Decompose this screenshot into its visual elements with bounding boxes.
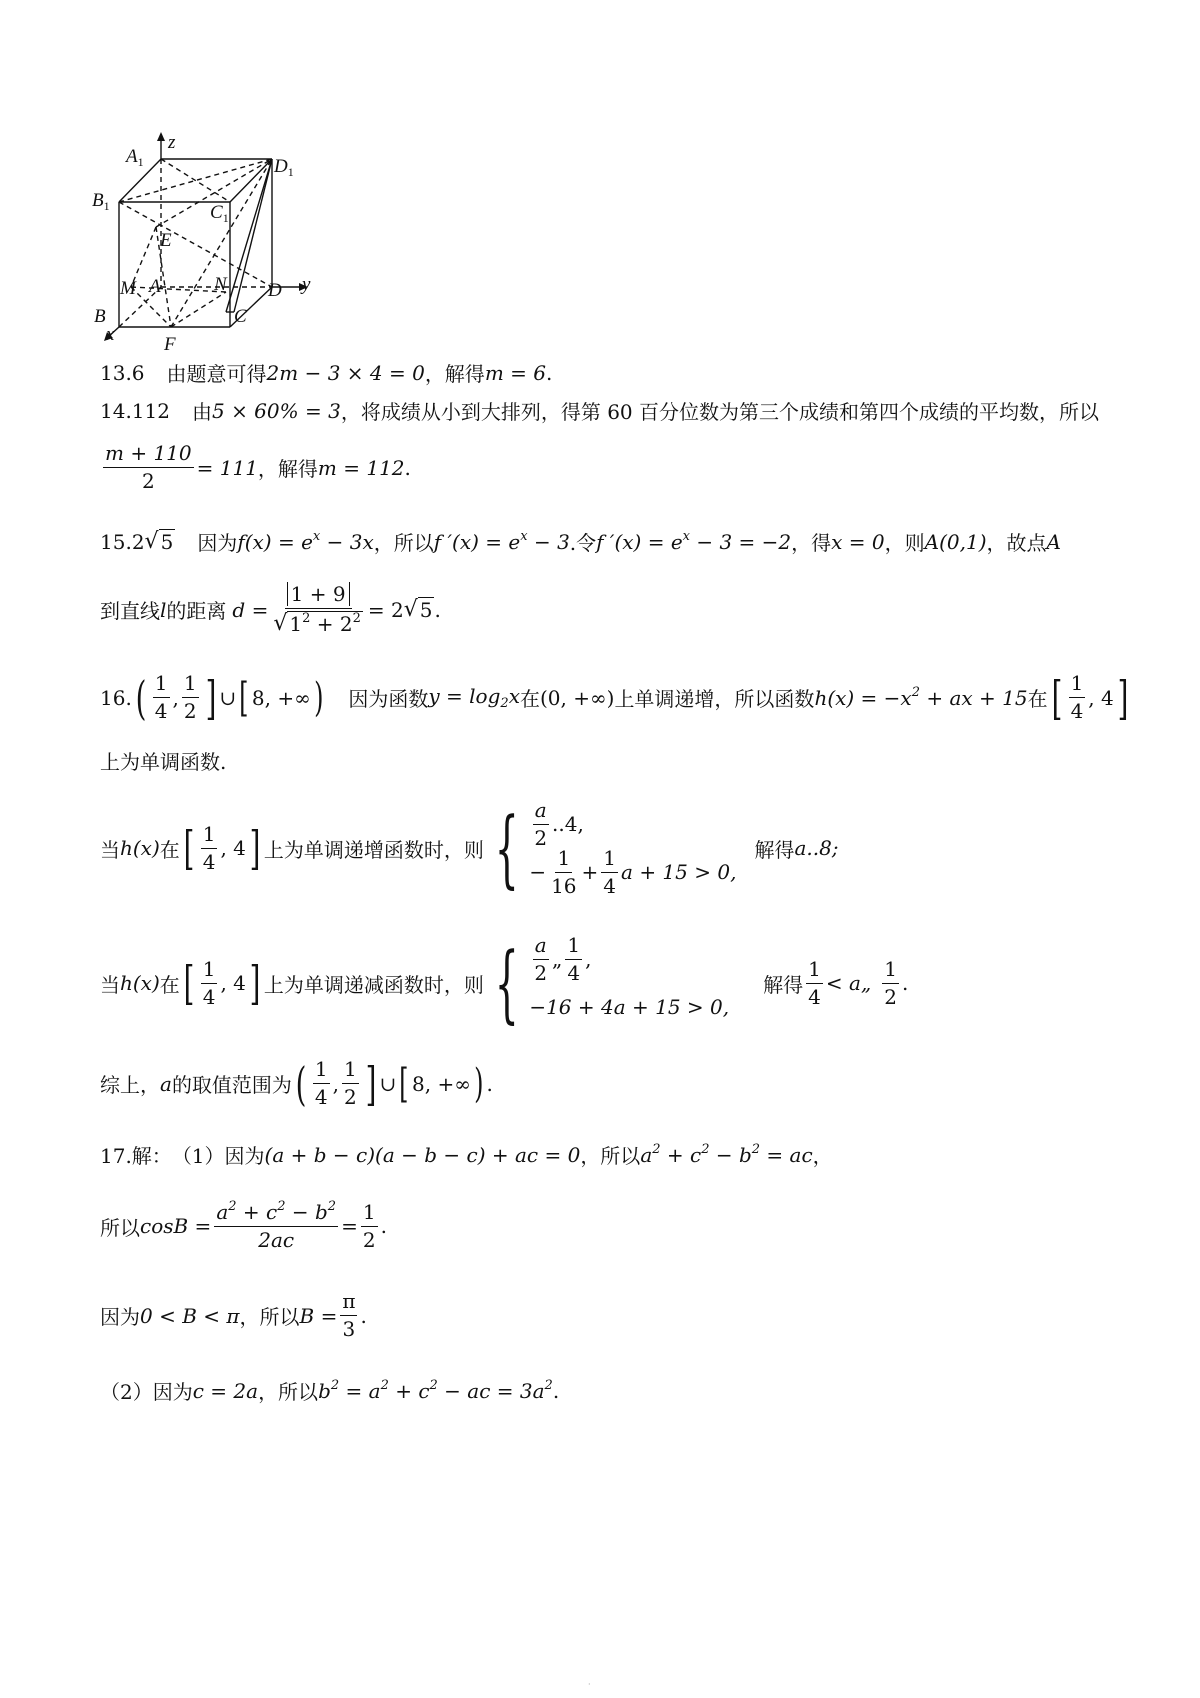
text: 因为 xyxy=(197,531,238,555)
fraction: $\frac{1}{4}$ xyxy=(202,956,216,1009)
fraction: $\frac{m + 110}{2}$ xyxy=(105,441,192,493)
label-C1: $C_1$ xyxy=(210,202,229,225)
text: . xyxy=(404,455,411,480)
text: ，所以 xyxy=(239,1305,300,1329)
fraction: $\frac{1}{2}$ xyxy=(343,1057,357,1109)
math: h(x) xyxy=(120,836,160,860)
edge xyxy=(234,159,272,312)
math: < a„ xyxy=(825,971,872,995)
math: = 111 xyxy=(196,455,258,480)
line-17a xyxy=(100,1140,833,1169)
text: 上为单调递减函数时，则 xyxy=(263,972,484,997)
text: （2）因为 xyxy=(100,1380,193,1404)
text: ，所以 xyxy=(373,531,434,555)
sqrt: √ 5 xyxy=(144,529,174,554)
line-16a: 16. ( $\frac{1}{4}$ , $\frac{1}{2}$ ] ∪ [ 8, +∞ ) 因为函数 $y = \log_2x$ 在 (0, +∞) 上单调递增，所以函数 $h(x) = -x^2$ + ax + 15 在 [ $\frac{1}{4}$ , 4 ] xyxy=(100,670,1129,725)
fraction: $\frac{1}{4}$ xyxy=(1070,671,1084,723)
math: c = 2a xyxy=(192,1378,259,1403)
text: . xyxy=(434,597,441,622)
text: 在 xyxy=(159,837,180,862)
sqrt: √ 5 xyxy=(403,597,433,623)
fraction: $\frac{1}{4}$ xyxy=(202,821,216,874)
label-E: E xyxy=(160,230,172,251)
math: 8, +∞ xyxy=(412,1071,471,1096)
dashed-edge xyxy=(171,292,226,327)
text: 在 xyxy=(1027,687,1048,711)
text: ，解得 xyxy=(257,457,318,481)
line-16-case2: 当 h(x) 在 [ $\frac{1}{4}$ , 4 ] 上为单调递减函数时，则 { $\frac{a}{2}$ „ $\frac{1}{4}$ , −16 + 4a + 15 > 0, 解得 $\frac{1}{4}$ < a„ $\frac{1}{2}$ . xyxy=(100,932,909,1032)
footer-dot: · xyxy=(588,1680,591,1689)
line-16-case1: 当 h(x) 在 [ $\frac{1}{4}$ , 4 ] 上为单调递增函数时，则 { $\frac{a}{2}$ ..4, − $\frac{1}{16}$ + $\frac{1}{4}$ a + 15 > 0, 解得 a..8; xyxy=(100,797,839,898)
math: (a + b − c)(a − b − c) + ac = 0 xyxy=(264,1142,581,1167)
text: ，所以 xyxy=(580,1144,641,1168)
text: ，得 xyxy=(791,531,832,555)
math: 5 × 60% = 3 xyxy=(211,398,341,423)
math: 8, +∞ xyxy=(251,685,311,710)
union-symbol: ∪ xyxy=(379,1071,397,1096)
z-arrow xyxy=(157,132,165,141)
label-D: D xyxy=(268,280,282,301)
fraction: $\frac{1}{4}$ xyxy=(314,1057,328,1109)
dashed-edge xyxy=(119,202,272,287)
text: . xyxy=(360,1303,367,1328)
math: a..8; xyxy=(794,836,839,860)
math: = xyxy=(341,1214,358,1238)
text: 在 xyxy=(159,972,180,997)
label-B1: $B_1$ xyxy=(92,190,110,213)
math: m = 6 xyxy=(484,360,546,385)
item-number: 17.解： xyxy=(100,1144,172,1168)
label-F: F xyxy=(164,334,176,355)
line-17c xyxy=(100,1290,367,1341)
item-number: 15. xyxy=(100,529,132,554)
fraction: $\frac{1}{2}$ xyxy=(362,1199,376,1252)
label-M: M xyxy=(120,278,136,299)
math: $h(x) = -x^2$ + ax + 15 xyxy=(814,685,1028,710)
text: ，解得 xyxy=(424,362,485,386)
text: . xyxy=(486,1071,493,1096)
text: 所以 xyxy=(100,1215,140,1240)
union-symbol: ∪ xyxy=(219,685,237,710)
math: , 4 xyxy=(1088,685,1114,710)
text: 在 xyxy=(519,687,540,711)
text: 由题意可得 xyxy=(166,362,267,386)
math: = 2 xyxy=(367,597,404,622)
text: . xyxy=(545,360,553,385)
text: 的取值范围为 xyxy=(171,1073,292,1097)
fraction: $\frac{1}{2}$ xyxy=(183,671,197,723)
text: 由 xyxy=(191,400,212,424)
math: h(x) xyxy=(120,971,160,995)
text: 上单调递增，所以函数 xyxy=(614,687,815,711)
text: 当 xyxy=(100,837,120,862)
math: x = 0 xyxy=(831,529,885,554)
line-14a xyxy=(100,396,1099,425)
label-x: x xyxy=(106,324,115,345)
math: $b^2 = a^2 + c^2$ − ac = $3a^2$ xyxy=(318,1378,553,1403)
math: d = xyxy=(232,597,269,622)
math: , 4 xyxy=(220,971,246,995)
line-15b xyxy=(100,583,441,636)
text: 的距离 xyxy=(166,599,227,624)
fraction: $\frac{1}{2}$ xyxy=(884,956,897,1009)
text: 当 xyxy=(100,972,120,997)
text: 解得 xyxy=(763,972,804,997)
line-14b xyxy=(100,442,411,493)
text: ，所以 xyxy=(258,1380,319,1404)
text: ，将成绩从小到大排列，得第 60 百分位数为第三个成绩和第四个成绩的平均数，所以 xyxy=(340,400,1100,424)
label-A: A xyxy=(149,276,161,297)
line-17d xyxy=(100,1376,559,1405)
equation-system: $\frac{a}{2}$ „ $\frac{1}{4}$ , −16 + 4a + 15 > 0, xyxy=(529,932,730,1019)
line-16-summary: 综上， a 的取值范围为 ( $\frac{1}{4}$ , $\frac{1}{2}$ ] ∪ [ 8, +∞ ) . xyxy=(100,1056,493,1111)
math: $f(x) = e^x - 3x$ xyxy=(237,529,374,554)
math: m = 112 xyxy=(317,455,405,480)
answer: 2 xyxy=(131,529,145,554)
label-y: y xyxy=(302,274,311,295)
item-number: 13.6 xyxy=(100,360,145,385)
text: 上为单调递增函数时，则 xyxy=(263,837,484,862)
text: 解得 xyxy=(754,837,795,862)
item-number: 16. xyxy=(100,685,132,710)
cube-figure xyxy=(86,132,346,372)
math: l xyxy=(160,597,167,622)
text: . xyxy=(380,1214,387,1238)
text: . xyxy=(902,971,909,995)
item-number: 14.112 xyxy=(100,398,170,423)
math: cosB = xyxy=(140,1214,212,1238)
text: 综上， xyxy=(100,1073,160,1097)
math: a xyxy=(160,1071,172,1096)
dashed-edge xyxy=(161,159,230,202)
math: B = xyxy=(299,1303,338,1328)
math: f $'(x) = e^x - 3 = -2$ xyxy=(596,529,792,554)
math: f $'(x) = e^x - 3$ xyxy=(433,529,570,554)
line-13 xyxy=(100,358,552,387)
math: $y = \log_2x$ xyxy=(428,684,520,711)
dashed-edge xyxy=(131,287,226,292)
fraction: $\frac{1}{4}$ xyxy=(154,671,168,723)
math: , 4 xyxy=(220,836,246,860)
label-D1: $D_1$ xyxy=(274,156,294,179)
math: $a^2 + c^2 - b^2$ = ac xyxy=(640,1142,813,1167)
label-C: C xyxy=(234,306,247,327)
line-16b xyxy=(100,746,226,775)
text: .令 xyxy=(569,531,597,555)
fraction: $\frac{1}{4}$ xyxy=(808,956,821,1009)
text: 因为 xyxy=(100,1305,140,1329)
text: 到直线 xyxy=(100,599,160,624)
fraction: 1 + 9 √ $1^2 + 2^2$ xyxy=(273,582,361,637)
label-A1: $A_1$ xyxy=(126,146,144,169)
equation-system: $\frac{a}{2}$ ..4, − $\frac{1}{16}$ + $\frac{1}{4}$ a + 15 > 0, xyxy=(529,797,737,898)
math: 0 < B < π xyxy=(140,1303,240,1328)
math: A xyxy=(1046,529,1061,554)
fraction: $\frac{\pi}{3}$ xyxy=(342,1289,356,1341)
math: (0, +∞) xyxy=(539,685,615,710)
text: ，则 xyxy=(884,531,925,555)
text: （1）因为 xyxy=(171,1144,265,1168)
text: . xyxy=(552,1378,560,1403)
line-17b xyxy=(100,1200,387,1252)
label-z: z xyxy=(168,132,176,153)
label-B: B xyxy=(94,306,106,327)
text: 上为单调函数. xyxy=(100,750,227,774)
text: ， xyxy=(812,1144,833,1168)
line-15a xyxy=(100,527,1061,556)
label-N: N xyxy=(214,274,227,295)
text: ，故点 xyxy=(986,531,1047,555)
text: 因为函数 xyxy=(348,687,429,711)
math: 2m − 3 × 4 = 0 xyxy=(266,360,425,385)
fraction: $\frac{a^2 + c^2 - b^2}{2ac}$ xyxy=(216,1199,337,1252)
math: A(0,1) xyxy=(924,529,987,554)
